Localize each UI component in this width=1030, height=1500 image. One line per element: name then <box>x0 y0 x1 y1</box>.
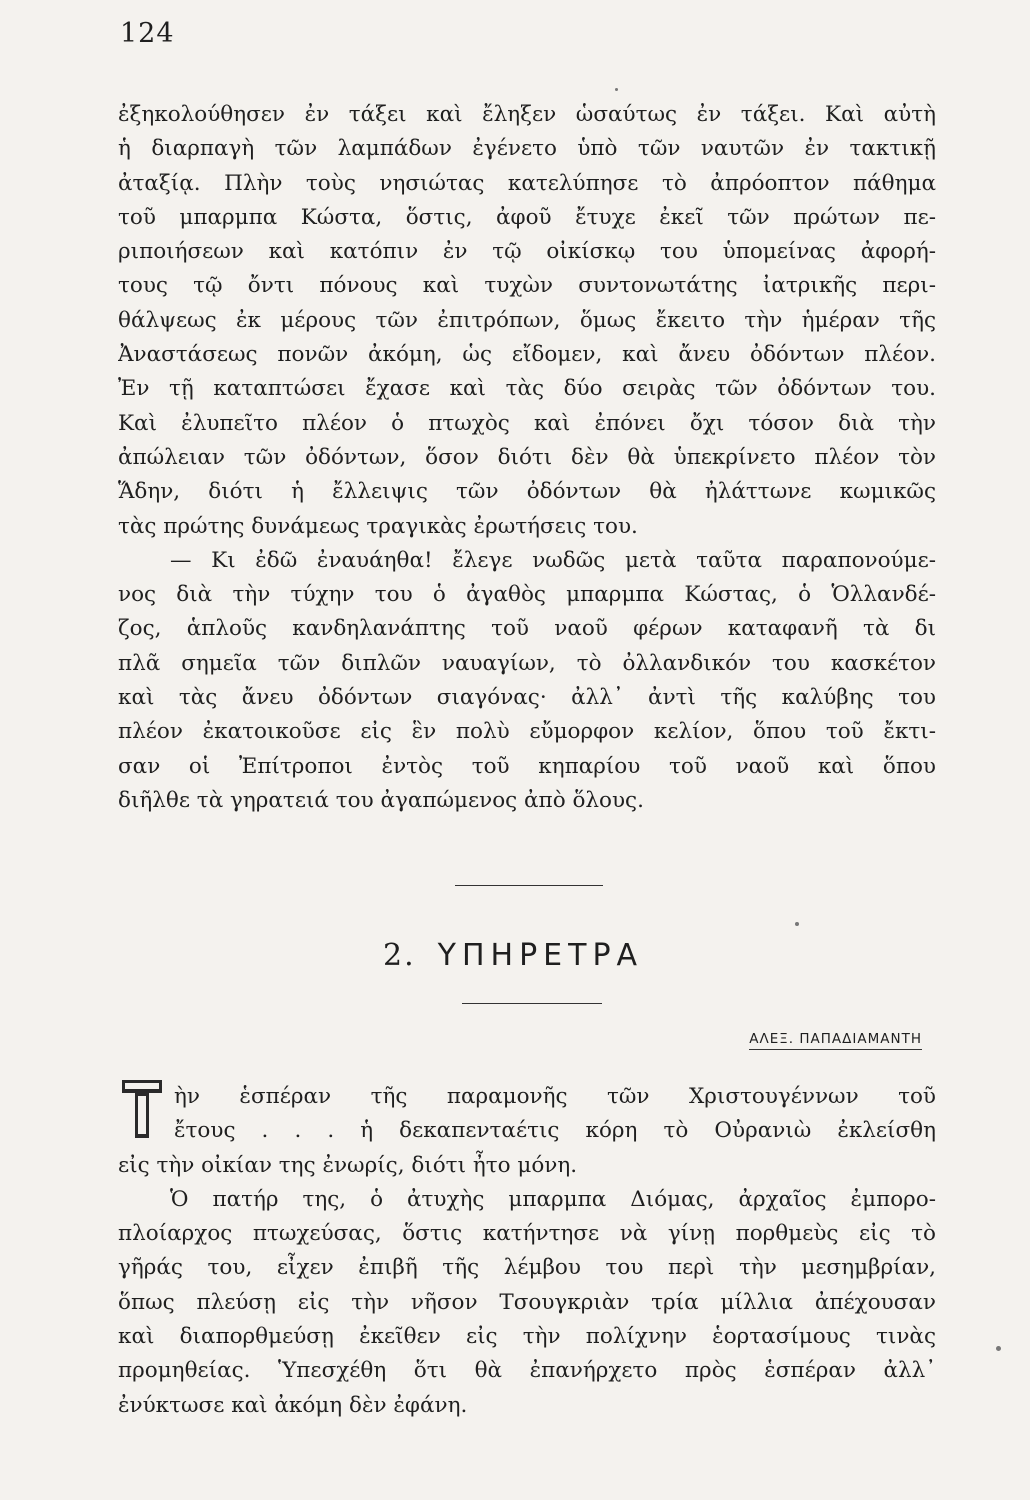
text-line: καὶ τὰς ἄνευ ὀδόντων σιαγόνας· ἀλλ᾽ ἀντὶ τῆς καλύβης του <box>118 685 936 711</box>
text-line: ἡ διαρπαγὴ τῶν λαμπάδων ἐγένετο ὑπὸ τῶν ναυτῶν ἐν τακτικῇ <box>118 136 936 162</box>
text-line: διῆλθε τὰ γηρατειά του ἀγαπώμενος ἀπὸ ὅλους. <box>118 787 644 813</box>
text-line: πλέον ἐκατοικοῦσε εἰς ἓν πολὺ εὔμορφον κελίον, ὅπου τοῦ ἔκτι- <box>118 719 936 745</box>
chapter-title: ΥΠΗΡΕΤΡΑ <box>437 938 644 973</box>
text-line: τοῦ μπαρμπα Κώστα, ὅστις, ἀφοῦ ἔτυχε ἐκεῖ τῶν πρώτων πε- <box>118 204 936 230</box>
text-line: γῆράς του, εἶχεν ἐπιβῆ τῆς λέμβου του περὶ τὴν μεσημβρίαν, <box>118 1255 936 1281</box>
text-line: Ἅδην, διότι ἡ ἔλλειψις τῶν ὀδόντων θὰ ἠλάττωνε κωμικῶς <box>118 479 936 505</box>
text-line: νος διὰ τὴν τύχην του ὁ ἀγαθὸς μπαρμπα Κώστας, ὁ Ὁλλανδέ- <box>118 582 936 608</box>
speck <box>615 88 618 91</box>
text-line: ἐνύκτωσε καὶ ἀκόμη δὲν ἐφάνη. <box>118 1392 468 1418</box>
text-line: προμηθείας. Ὑπεσχέθη ὅτι θὰ ἐπανήρχετο πρὸς ἑσπέραν ἀλλ᾽ <box>118 1358 936 1384</box>
text-line: — Κι ἐδῶ ἐναυάηθα! ἔλεγε νωδῶς μετὰ ταῦτα παραπονούμε- <box>170 547 936 573</box>
speck <box>795 922 799 926</box>
text-line: τὰς πρώτης δυνάμεως τραγικὰς ἐρωτήσεις του. <box>118 513 638 539</box>
section-divider-top <box>455 885 603 886</box>
page-number: 124 <box>120 18 175 49</box>
text-line: ἀταξίᾳ. Πλὴν τοὺς νησιώτας κατελύπησε τὸ ἀπρόοπτον πάθημα <box>118 170 936 196</box>
text-line: ὴν ἑσπέραν τῆς παραμονῆς τῶν Χριστουγέννων τοῦ <box>174 1084 936 1109</box>
author-name: ΑΛΕΞ. ΠΑΠΑΔΙΑΜΑΝΤΗ <box>749 1031 922 1050</box>
text-line: Καὶ ἐλυπεῖτο πλέον ὁ πτωχὸς καὶ ἐπόνει ὄχι τόσον διὰ τὴν <box>118 410 936 436</box>
section-divider-bottom <box>462 1003 602 1004</box>
text-line: Ἐν τῇ καταπτώσει ἔχασε καὶ τὰς δύο σειρὰς τῶν ὀδόντων του. <box>118 376 936 402</box>
text-line: ζος, ἁπλοῦς κανδηλανάπτης τοῦ ναοῦ φέρων καταφανῆ τὰ δι <box>118 616 936 642</box>
text-line: πλοίαρχος πτωχεύσας, ὅστις κατήντησε νὰ γίνῃ πορθμεὺς εἰς τὸ <box>118 1221 936 1247</box>
speck <box>996 1346 1001 1351</box>
text-line: ὅπως πλεύσῃ εἰς τὴν νῆσον Τσουγκριὰν τρία μίλλια ἀπέχουσαν <box>118 1289 936 1315</box>
text-line: ριποιήσεων καὶ κατόπιν ἐν τῷ οἰκίσκῳ του ὑπομείνας ἀφορή- <box>118 239 936 265</box>
text-line: θάλψεως ἐκ μέρους τῶν ἐπιτρόπων, ὅμως ἔκειτο τὴν ἡμέραν τῆς <box>118 307 936 333</box>
previous-story-text <box>118 98 936 818</box>
story-text <box>118 1080 936 1423</box>
text-line: ἔτους . . . ἡ δεκαπενταέτις κόρη τὸ Οὐρανιὼ ἐκλείσθη <box>174 1118 936 1144</box>
chapter-heading <box>383 938 643 973</box>
text-line: καὶ διαπορθμεύσῃ ἐκεῖθεν εἰς τὴν πολίχνην ἑορτασίμους τινὰς <box>118 1324 936 1350</box>
text-line: σαν οἱ Ἐπίτροποι ἐντὸς τοῦ κηπαρίου τοῦ ναοῦ καὶ ὅπου <box>118 753 936 779</box>
text-line: ἀπώλειαν τῶν ὀδόντων, ὅσον διότι δὲν θὰ ὑπεκρίνετο πλέον τὸν <box>118 444 936 470</box>
text-line: τους τῷ ὄντι πόνους καὶ τυχὼν συντονωτάτης ἰατρικῆς περι- <box>118 273 936 299</box>
text-line: πλᾶ σημεῖα τῶν διπλῶν ναυαγίων, τὸ ὀλλανδικόν του κασκέτον <box>118 650 936 676</box>
text-line: Ἀναστάσεως πονῶν ἀκόμη, ὡς εἴδομεν, καὶ ἄνευ ὀδόντων πλέον. <box>118 342 936 368</box>
dropcap-letter-icon <box>122 1080 162 1138</box>
text-line: εἰς τὴν οἰκίαν της ἐνωρίς, διότι ἦτο μόνη. <box>118 1152 578 1178</box>
chapter-number: 2. <box>383 938 416 973</box>
text-line: ἐξηκολούθησεν ἐν τάξει καὶ ἔληξεν ὡσαύτως ἐν τάξει. Καὶ αὐτὴ <box>118 102 936 127</box>
text-line: Ὁ πατήρ της, ὁ ἀτυχὴς μπαρμπα Διόμας, ἀρχαῖος ἐμπορο- <box>170 1186 936 1212</box>
